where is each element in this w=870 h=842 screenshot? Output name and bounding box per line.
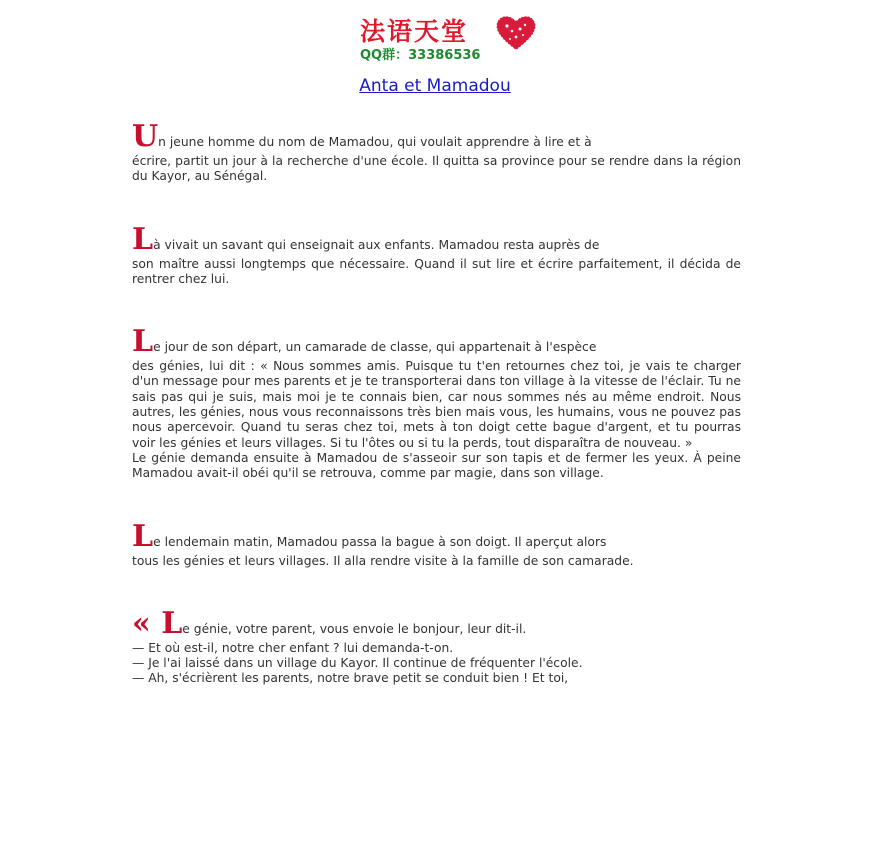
paragraph-4 <box>132 520 741 569</box>
paragraph-1-text: écrire, partit un jour à la recherche d'une école. Il quitta sa province pour se rendre dans la région du Kayor, au Sénégal. <box>132 154 741 184</box>
paragraph-2 <box>132 223 741 288</box>
paragraph-5 <box>132 607 741 687</box>
paragraph-2-first-line <box>132 223 741 257</box>
paragraph-2-text: son maître aussi longtemps que nécessaire. Quand il sut lire et écrire parfaitement, il décida de rentrer chez lui. <box>132 256 741 286</box>
paragraph-4-first-text: e lendemain matin, Mamadou passa la bague à son doigt. Il aperçut alors <box>153 534 607 549</box>
article-title-link[interactable]: Anta et Mamadou <box>359 76 511 96</box>
paragraph-1-first-line <box>132 120 741 154</box>
heart-icon <box>494 12 538 52</box>
paragraph-1 <box>132 120 741 185</box>
logo-qq-number: QQ群：33386536 <box>360 48 481 63</box>
paragraph-3 <box>132 325 741 481</box>
paragraph-3-text: des génies, lui dit : « Nous sommes amis. Puisque tu t'en retournes chez toi, je vais te charger d'un message pour mes parents et je te transporterai dans ton village à la vitesse de l'éclair. Tu ne sais pas qui je suis, mais moi je te connais bien, car nous sommes nés au même endroit. Nous autres, les génies, nous vous reconnaissons très bien mais vous, les humains, vous ne pouvez pas nous apercevoir. Quand tu seras chez toi, mets à ton doigt cette bague d'argent, et tu pourras voir les génies et leurs villages. Si tu l'ôtes ou si tu la perds, tout disparaîtra de nouveau. » <box>132 359 741 450</box>
paragraph-4-first-line <box>132 520 741 554</box>
paragraph-5-first-text: e génie, votre parent, vous envoie le bonjour, leur dit-il. <box>182 621 527 636</box>
paragraph-2-first-text: à vivait un savant qui enseignait aux enfants. Mamadou resta auprès de <box>153 237 600 252</box>
dialogue-line: — Ah, s'écrièrent les parents, notre brave petit se conduit bien ! Et toi, <box>132 671 569 686</box>
dialogue-line: — Et où est-il, notre cher enfant ? lui demanda-t-on. <box>132 640 454 655</box>
paragraph-3-extra-text: Le génie demanda ensuite à Mamadou de s'asseoir sur son tapis et de fermer les yeux. À peine Mamadou avait-il obéi qu'il se retrouva, comme par magie, dans son village. <box>132 450 741 481</box>
paragraph-4-text: tous les génies et leurs villages. Il alla rendre visite à la famille de son camarade. <box>132 553 634 568</box>
drop-cap: U <box>132 119 159 154</box>
drop-cap: L <box>132 324 154 360</box>
article-body <box>132 120 741 687</box>
logo-chinese-text: 法语天堂 <box>360 17 469 46</box>
paragraph-3-first-line <box>132 325 741 359</box>
site-logo[interactable] <box>358 10 548 62</box>
dialogue-line: — Je l'ai laissé dans un village du Kayor. Il continue de fréquenter l'école. <box>132 656 583 671</box>
paragraph-5-first-line <box>132 607 741 641</box>
drop-cap: « L <box>132 605 183 641</box>
drop-cap: L <box>132 221 154 257</box>
paragraph-3-first-text: e jour de son départ, un camarade de classe, qui appartenait à l'espèce <box>153 340 597 355</box>
drop-cap: L <box>132 518 154 554</box>
paragraph-1-first-text: n jeune homme du nom de Mamadou, qui voulait apprendre à lire et à <box>158 135 592 149</box>
